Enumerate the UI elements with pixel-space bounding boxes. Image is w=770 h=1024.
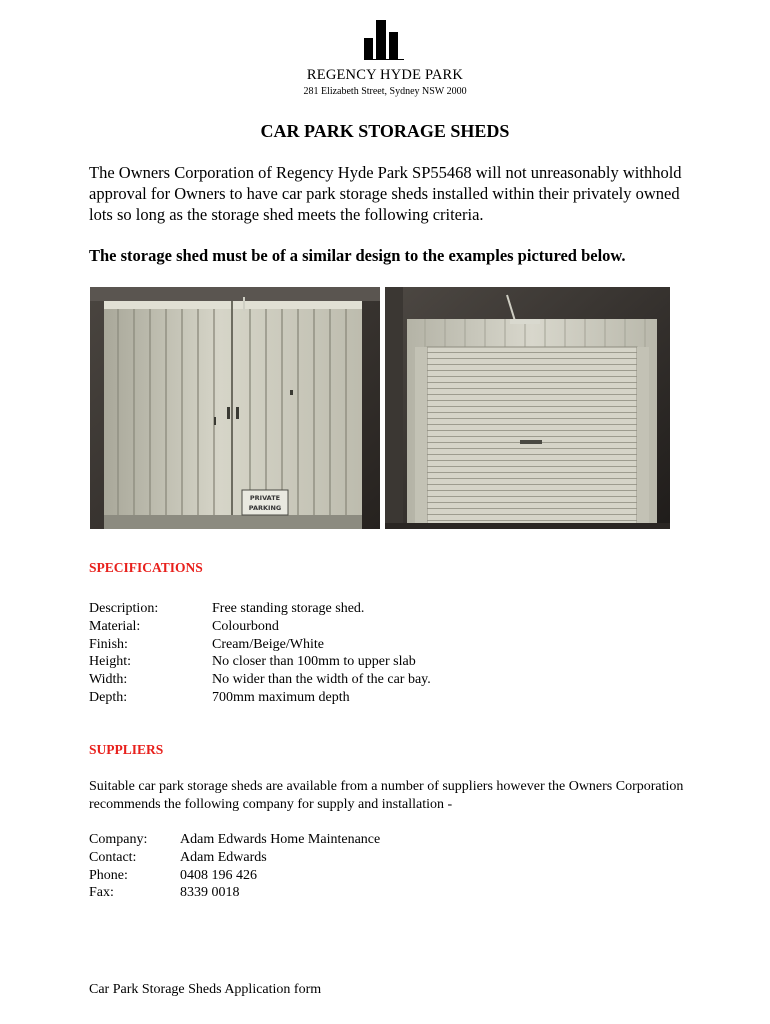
spec-label: Depth: — [89, 689, 128, 705]
spec-label: Description: — [89, 601, 159, 616]
suppliers-heading: SUPPLIERS — [89, 742, 164, 757]
design-requirement: The storage shed must be of a similar design to the examples pictured below. — [89, 246, 626, 265]
spec-label: Finish: — [89, 636, 128, 652]
footer-text: Car Park Storage Sheds Application form — [89, 982, 322, 997]
org-name: REGENCY HYDE PARK — [306, 67, 464, 83]
intro-paragraph: The Owners Corporation of Regency Hyde Park SP55468 will not unreasonably withhold approval for Owners to have car park storage sheds installed within their privately owned lots so long as the storage shed meets the following criteria. — [89, 163, 682, 224]
spec-value: 700mm maximum depth — [212, 689, 350, 705]
private-parking-sign-line1: PRIVATE — [249, 494, 281, 502]
spec-label: Height: — [89, 654, 131, 670]
spec-value: Colourbond — [212, 618, 279, 634]
contact-label: Company: — [89, 832, 148, 847]
suppliers-paragraph: Suitable car park storage sheds are available from a number of suppliers however the Owners Corporation recommends the following company for supply and installation - — [89, 779, 684, 812]
document-title: CAR PARK STORAGE SHEDS — [260, 121, 510, 141]
specifications-heading: SPECIFICATIONS — [89, 560, 203, 575]
shed-photo-double-door — [90, 287, 380, 529]
spec-value: No wider than the width of the car bay. — [212, 672, 431, 688]
shed-photo-roller-door — [385, 287, 670, 529]
contact-label: Phone: — [89, 867, 128, 883]
contact-label: Contact: — [89, 849, 137, 865]
contact-value: Adam Edwards — [180, 849, 267, 865]
contact-label: Fax: — [89, 885, 114, 901]
contact-value: 8339 0018 — [180, 885, 240, 901]
private-parking-sign-line2: PARKING — [248, 504, 282, 512]
spec-label: Width: — [89, 672, 128, 688]
org-address: 281 Elizabeth Street, Sydney NSW 2000 — [303, 86, 467, 97]
spec-value: Free standing storage shed. — [212, 601, 365, 616]
spec-label: Material: — [89, 618, 141, 634]
spec-value: Cream/Beige/White — [212, 636, 324, 652]
building-logo-icon — [364, 20, 404, 60]
contact-value: 0408 196 426 — [180, 867, 257, 883]
contact-value: Adam Edwards Home Maintenance — [180, 832, 381, 847]
spec-value: No closer than 100mm to upper slab — [212, 654, 416, 670]
